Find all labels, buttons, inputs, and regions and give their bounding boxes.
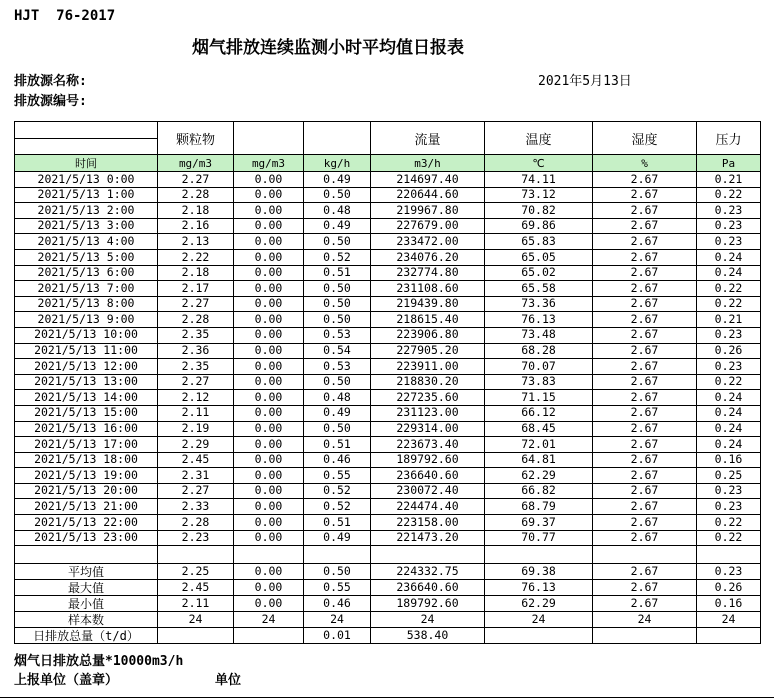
value-cell: 2.27 bbox=[158, 374, 234, 390]
value-cell: 73.36 bbox=[485, 296, 593, 312]
time-cell: 2021/5/13 21:00 bbox=[15, 499, 158, 515]
time-cell: 2021/5/13 14:00 bbox=[15, 390, 158, 406]
value-cell: 214697.40 bbox=[371, 172, 485, 188]
summary-value: 2.67 bbox=[593, 580, 697, 596]
value-cell: 2.33 bbox=[158, 499, 234, 515]
summary-value: 0.00 bbox=[234, 596, 304, 612]
spacer-row bbox=[15, 546, 761, 564]
value-cell: 0.48 bbox=[304, 203, 371, 219]
time-cell: 2021/5/13 4:00 bbox=[15, 234, 158, 250]
value-cell: 68.45 bbox=[485, 421, 593, 437]
value-cell: 0.51 bbox=[304, 515, 371, 531]
value-cell: 0.00 bbox=[234, 515, 304, 531]
summary-value: 2.67 bbox=[593, 596, 697, 612]
value-cell: 0.23 bbox=[697, 483, 761, 499]
time-label: 时间 bbox=[15, 155, 158, 172]
value-cell: 0.00 bbox=[234, 483, 304, 499]
monitoring-table bbox=[14, 121, 761, 644]
summary-value bbox=[697, 628, 761, 644]
value-cell: 219439.80 bbox=[371, 296, 485, 312]
summary-value: 2.11 bbox=[158, 596, 234, 612]
value-cell: 2.12 bbox=[158, 390, 234, 406]
value-cell: 2.67 bbox=[593, 312, 697, 328]
value-cell: 2.67 bbox=[593, 187, 697, 203]
value-cell: 2.67 bbox=[593, 390, 697, 406]
value-cell: 66.82 bbox=[485, 483, 593, 499]
value-cell: 68.79 bbox=[485, 499, 593, 515]
value-cell: 0.00 bbox=[234, 452, 304, 468]
value-cell: 0.55 bbox=[304, 468, 371, 484]
value-cell: 2.28 bbox=[158, 515, 234, 531]
unit-percent: % bbox=[593, 155, 697, 172]
value-cell: 0.22 bbox=[697, 296, 761, 312]
value-cell: 2.67 bbox=[593, 218, 697, 234]
group-header-row bbox=[15, 122, 761, 155]
value-cell: 2.67 bbox=[593, 234, 697, 250]
time-cell: 2021/5/13 2:00 bbox=[15, 203, 158, 219]
value-cell: 0.23 bbox=[697, 203, 761, 219]
value-cell: 0.00 bbox=[234, 468, 304, 484]
table-row bbox=[15, 281, 761, 297]
value-cell: 2.18 bbox=[158, 265, 234, 281]
report-unit-label: 上报单位（盖章） bbox=[14, 673, 119, 688]
value-cell: 2.67 bbox=[593, 249, 697, 265]
value-cell: 0.23 bbox=[697, 359, 761, 375]
value-cell: 0.50 bbox=[304, 312, 371, 328]
time-header-divider bbox=[15, 122, 157, 139]
value-cell: 227679.00 bbox=[371, 218, 485, 234]
value-cell: 2.31 bbox=[158, 468, 234, 484]
value-cell: 2.67 bbox=[593, 468, 697, 484]
unit-pa: Pa bbox=[697, 155, 761, 172]
value-cell: 0.24 bbox=[697, 437, 761, 453]
table-row bbox=[15, 530, 761, 546]
value-cell: 2.45 bbox=[158, 452, 234, 468]
value-cell: 65.83 bbox=[485, 234, 593, 250]
value-cell: 0.49 bbox=[304, 172, 371, 188]
value-cell: 2.17 bbox=[158, 281, 234, 297]
value-cell: 0.23 bbox=[697, 218, 761, 234]
value-cell: 231108.60 bbox=[371, 281, 485, 297]
time-cell: 2021/5/13 10:00 bbox=[15, 327, 158, 343]
value-cell: 0.52 bbox=[304, 499, 371, 515]
empty-cell bbox=[234, 546, 304, 564]
value-cell: 2.13 bbox=[158, 234, 234, 250]
unit-mgm3-1: mg/m3 bbox=[158, 155, 234, 172]
unit-kgh: kg/h bbox=[304, 155, 371, 172]
summary-value: 24 bbox=[593, 612, 697, 628]
value-cell: 73.12 bbox=[485, 187, 593, 203]
summary-value: 236640.60 bbox=[371, 580, 485, 596]
value-cell: 0.24 bbox=[697, 405, 761, 421]
summary-value: 0.00 bbox=[234, 580, 304, 596]
value-cell: 0.23 bbox=[697, 327, 761, 343]
summary-value bbox=[234, 628, 304, 644]
value-cell: 71.15 bbox=[485, 390, 593, 406]
time-cell: 2021/5/13 13:00 bbox=[15, 374, 158, 390]
source-code-label: 排放源编号: bbox=[14, 94, 87, 109]
value-cell: 224474.40 bbox=[371, 499, 485, 515]
value-cell: 2.29 bbox=[158, 437, 234, 453]
table-row bbox=[15, 249, 761, 265]
value-cell: 2.22 bbox=[158, 249, 234, 265]
value-cell: 65.02 bbox=[485, 265, 593, 281]
value-cell: 2.67 bbox=[593, 437, 697, 453]
value-cell: 0.00 bbox=[234, 343, 304, 359]
table-row bbox=[15, 374, 761, 390]
summary-row bbox=[15, 596, 761, 612]
table-row bbox=[15, 390, 761, 406]
value-cell: 2.67 bbox=[593, 203, 697, 219]
summary-row bbox=[15, 564, 761, 580]
value-cell: 0.48 bbox=[304, 390, 371, 406]
value-cell: 73.48 bbox=[485, 327, 593, 343]
summary-value bbox=[593, 628, 697, 644]
summary-value: 24 bbox=[304, 612, 371, 628]
value-cell: 0.16 bbox=[697, 452, 761, 468]
value-cell: 0.00 bbox=[234, 172, 304, 188]
table-row bbox=[15, 234, 761, 250]
value-cell: 0.21 bbox=[697, 312, 761, 328]
value-cell: 0.00 bbox=[234, 405, 304, 421]
value-cell: 0.52 bbox=[304, 249, 371, 265]
summary-row bbox=[15, 612, 761, 628]
time-cell: 2021/5/13 23:00 bbox=[15, 530, 158, 546]
value-cell: 0.22 bbox=[697, 530, 761, 546]
table-row bbox=[15, 421, 761, 437]
value-cell: 2.28 bbox=[158, 187, 234, 203]
time-cell: 2021/5/13 22:00 bbox=[15, 515, 158, 531]
summary-value: 0.23 bbox=[697, 564, 761, 580]
table-row bbox=[15, 483, 761, 499]
value-cell: 0.00 bbox=[234, 421, 304, 437]
table-row bbox=[15, 499, 761, 515]
summary-label: 样本数 bbox=[15, 612, 158, 628]
value-cell: 232774.80 bbox=[371, 265, 485, 281]
value-cell: 76.13 bbox=[485, 312, 593, 328]
summary-value: 24 bbox=[485, 612, 593, 628]
summary-label: 平均值 bbox=[15, 564, 158, 580]
column-header-humidity: 湿度 bbox=[593, 122, 697, 155]
value-cell: 0.50 bbox=[304, 187, 371, 203]
time-cell: 2021/5/13 3:00 bbox=[15, 218, 158, 234]
value-cell: 2.67 bbox=[593, 499, 697, 515]
time-header-cell bbox=[15, 122, 158, 155]
value-cell: 218830.20 bbox=[371, 374, 485, 390]
summary-value: 24 bbox=[371, 612, 485, 628]
table-row bbox=[15, 468, 761, 484]
summary-value: 62.29 bbox=[485, 596, 593, 612]
table-row bbox=[15, 265, 761, 281]
value-cell: 223158.00 bbox=[371, 515, 485, 531]
table-row bbox=[15, 203, 761, 219]
value-cell: 2.67 bbox=[593, 359, 697, 375]
value-cell: 65.58 bbox=[485, 281, 593, 297]
empty-cell bbox=[593, 546, 697, 564]
value-cell: 0.50 bbox=[304, 281, 371, 297]
value-cell: 0.46 bbox=[304, 452, 371, 468]
summary-value: 0.55 bbox=[304, 580, 371, 596]
value-cell: 2.67 bbox=[593, 172, 697, 188]
value-cell: 0.50 bbox=[304, 234, 371, 250]
summary-value: 2.25 bbox=[158, 564, 234, 580]
empty-cell bbox=[304, 546, 371, 564]
summary-value: 24 bbox=[697, 612, 761, 628]
summary-value: 0.26 bbox=[697, 580, 761, 596]
value-cell: 2.67 bbox=[593, 483, 697, 499]
value-cell: 0.00 bbox=[234, 374, 304, 390]
time-cell: 2021/5/13 0:00 bbox=[15, 172, 158, 188]
bottom-rule bbox=[0, 697, 774, 698]
footer-note: 烟气日排放总量*10000m3/h bbox=[14, 654, 184, 669]
value-cell: 0.24 bbox=[697, 249, 761, 265]
time-cell: 2021/5/13 5:00 bbox=[15, 249, 158, 265]
value-cell: 0.00 bbox=[234, 203, 304, 219]
value-cell: 0.22 bbox=[697, 515, 761, 531]
table-row bbox=[15, 187, 761, 203]
value-cell: 2.67 bbox=[593, 296, 697, 312]
value-cell: 221473.20 bbox=[371, 530, 485, 546]
value-cell: 229314.00 bbox=[371, 421, 485, 437]
value-cell: 0.49 bbox=[304, 218, 371, 234]
value-cell: 2.16 bbox=[158, 218, 234, 234]
value-cell: 0.23 bbox=[697, 234, 761, 250]
value-cell: 0.26 bbox=[697, 343, 761, 359]
table-row bbox=[15, 343, 761, 359]
value-cell: 2.27 bbox=[158, 172, 234, 188]
value-cell: 2.67 bbox=[593, 374, 697, 390]
value-cell: 0.00 bbox=[234, 437, 304, 453]
value-cell: 231123.00 bbox=[371, 405, 485, 421]
summary-value: 0.50 bbox=[304, 564, 371, 580]
summary-value: 2.67 bbox=[593, 564, 697, 580]
empty-cell bbox=[371, 546, 485, 564]
value-cell: 0.00 bbox=[234, 327, 304, 343]
summary-value: 2.45 bbox=[158, 580, 234, 596]
table-row bbox=[15, 327, 761, 343]
value-cell: 0.54 bbox=[304, 343, 371, 359]
value-cell: 0.00 bbox=[234, 390, 304, 406]
value-cell: 0.50 bbox=[304, 421, 371, 437]
value-cell: 0.00 bbox=[234, 234, 304, 250]
value-cell: 236640.60 bbox=[371, 468, 485, 484]
column-header-empty-1 bbox=[234, 122, 304, 155]
value-cell: 0.00 bbox=[234, 265, 304, 281]
value-cell: 0.00 bbox=[234, 530, 304, 546]
value-cell: 0.50 bbox=[304, 296, 371, 312]
summary-label: 最小值 bbox=[15, 596, 158, 612]
summary-value: 24 bbox=[158, 612, 234, 628]
value-cell: 70.77 bbox=[485, 530, 593, 546]
page-title: 烟气排放连续监测小时平均值日报表 bbox=[192, 38, 464, 58]
value-cell: 0.00 bbox=[234, 296, 304, 312]
summary-value: 538.40 bbox=[371, 628, 485, 644]
value-cell: 0.49 bbox=[304, 530, 371, 546]
value-cell: 72.01 bbox=[485, 437, 593, 453]
value-cell: 0.00 bbox=[234, 187, 304, 203]
column-header-temperature: 温度 bbox=[485, 122, 593, 155]
empty-cell bbox=[697, 546, 761, 564]
column-header-particulate: 颗粒物 bbox=[158, 122, 234, 155]
value-cell: 0.22 bbox=[697, 374, 761, 390]
value-cell: 65.05 bbox=[485, 249, 593, 265]
value-cell: 2.27 bbox=[158, 296, 234, 312]
value-cell: 0.24 bbox=[697, 390, 761, 406]
table-row bbox=[15, 312, 761, 328]
value-cell: 0.52 bbox=[304, 483, 371, 499]
column-header-empty-2 bbox=[304, 122, 371, 155]
value-cell: 0.51 bbox=[304, 265, 371, 281]
value-cell: 227905.20 bbox=[371, 343, 485, 359]
value-cell: 73.83 bbox=[485, 374, 593, 390]
summary-value bbox=[158, 628, 234, 644]
summary-value: 224332.75 bbox=[371, 564, 485, 580]
unit-celsius: ℃ bbox=[485, 155, 593, 172]
value-cell: 2.27 bbox=[158, 483, 234, 499]
value-cell: 2.67 bbox=[593, 421, 697, 437]
value-cell: 230072.40 bbox=[371, 483, 485, 499]
time-cell: 2021/5/13 8:00 bbox=[15, 296, 158, 312]
table-row bbox=[15, 359, 761, 375]
value-cell: 2.35 bbox=[158, 327, 234, 343]
value-cell: 0.00 bbox=[234, 312, 304, 328]
value-cell: 2.19 bbox=[158, 421, 234, 437]
value-cell: 0.00 bbox=[234, 218, 304, 234]
table-row bbox=[15, 405, 761, 421]
table-row bbox=[15, 296, 761, 312]
value-cell: 2.35 bbox=[158, 359, 234, 375]
time-cell: 2021/5/13 6:00 bbox=[15, 265, 158, 281]
value-cell: 227235.60 bbox=[371, 390, 485, 406]
value-cell: 0.51 bbox=[304, 437, 371, 453]
time-cell: 2021/5/13 12:00 bbox=[15, 359, 158, 375]
value-cell: 220644.60 bbox=[371, 187, 485, 203]
value-cell: 66.12 bbox=[485, 405, 593, 421]
unit-label: 单位 bbox=[215, 673, 242, 688]
value-cell: 0.53 bbox=[304, 327, 371, 343]
standard-number: HJT 76-2017 bbox=[14, 8, 116, 24]
value-cell: 2.23 bbox=[158, 530, 234, 546]
units-header-row bbox=[15, 155, 761, 172]
value-cell: 0.22 bbox=[697, 187, 761, 203]
table-row bbox=[15, 172, 761, 188]
value-cell: 189792.60 bbox=[371, 452, 485, 468]
value-cell: 0.00 bbox=[234, 499, 304, 515]
empty-cell bbox=[158, 546, 234, 564]
column-header-flow: 流量 bbox=[371, 122, 485, 155]
value-cell: 0.00 bbox=[234, 281, 304, 297]
summary-value bbox=[485, 628, 593, 644]
time-cell: 2021/5/13 18:00 bbox=[15, 452, 158, 468]
value-cell: 2.67 bbox=[593, 265, 697, 281]
value-cell: 0.49 bbox=[304, 405, 371, 421]
summary-value: 0.46 bbox=[304, 596, 371, 612]
value-cell: 70.07 bbox=[485, 359, 593, 375]
unit-mgm3-2: mg/m3 bbox=[234, 155, 304, 172]
value-cell: 0.25 bbox=[697, 468, 761, 484]
time-cell: 2021/5/13 7:00 bbox=[15, 281, 158, 297]
value-cell: 74.11 bbox=[485, 172, 593, 188]
summary-value: 0.16 bbox=[697, 596, 761, 612]
value-cell: 2.67 bbox=[593, 281, 697, 297]
value-cell: 219967.80 bbox=[371, 203, 485, 219]
value-cell: 0.21 bbox=[697, 172, 761, 188]
value-cell: 223673.40 bbox=[371, 437, 485, 453]
value-cell: 70.82 bbox=[485, 203, 593, 219]
time-cell: 2021/5/13 1:00 bbox=[15, 187, 158, 203]
column-header-pressure: 压力 bbox=[697, 122, 761, 155]
value-cell: 2.67 bbox=[593, 343, 697, 359]
value-cell: 0.22 bbox=[697, 281, 761, 297]
value-cell: 2.67 bbox=[593, 452, 697, 468]
source-name-label: 排放源名称: bbox=[14, 74, 87, 89]
unit-m3h: m3/h bbox=[371, 155, 485, 172]
table-row bbox=[15, 218, 761, 234]
value-cell: 2.67 bbox=[593, 515, 697, 531]
value-cell: 64.81 bbox=[485, 452, 593, 468]
value-cell: 0.00 bbox=[234, 249, 304, 265]
value-cell: 218615.40 bbox=[371, 312, 485, 328]
value-cell: 2.67 bbox=[593, 327, 697, 343]
value-cell: 234076.20 bbox=[371, 249, 485, 265]
value-cell: 0.24 bbox=[697, 421, 761, 437]
time-cell: 2021/5/13 15:00 bbox=[15, 405, 158, 421]
table-row bbox=[15, 515, 761, 531]
value-cell: 223911.00 bbox=[371, 359, 485, 375]
value-cell: 0.50 bbox=[304, 374, 371, 390]
value-cell: 62.29 bbox=[485, 468, 593, 484]
value-cell: 2.67 bbox=[593, 405, 697, 421]
summary-value: 24 bbox=[234, 612, 304, 628]
empty-cell bbox=[485, 546, 593, 564]
value-cell: 223906.80 bbox=[371, 327, 485, 343]
summary-label: 最大值 bbox=[15, 580, 158, 596]
time-cell: 2021/5/13 11:00 bbox=[15, 343, 158, 359]
time-cell: 2021/5/13 20:00 bbox=[15, 483, 158, 499]
value-cell: 0.00 bbox=[234, 359, 304, 375]
value-cell: 0.24 bbox=[697, 265, 761, 281]
time-cell: 2021/5/13 17:00 bbox=[15, 437, 158, 453]
time-cell: 2021/5/13 19:00 bbox=[15, 468, 158, 484]
time-cell: 2021/5/13 16:00 bbox=[15, 421, 158, 437]
value-cell: 2.67 bbox=[593, 530, 697, 546]
summary-value: 189792.60 bbox=[371, 596, 485, 612]
value-cell: 69.86 bbox=[485, 218, 593, 234]
empty-cell bbox=[15, 546, 158, 564]
report-date: 2021年5月13日 bbox=[538, 74, 632, 89]
table-row bbox=[15, 437, 761, 453]
value-cell: 69.37 bbox=[485, 515, 593, 531]
value-cell: 2.11 bbox=[158, 405, 234, 421]
value-cell: 0.23 bbox=[697, 499, 761, 515]
summary-label: 日排放总量（t/d） bbox=[15, 628, 158, 644]
summary-value: 69.38 bbox=[485, 564, 593, 580]
summary-value: 0.01 bbox=[304, 628, 371, 644]
value-cell: 2.28 bbox=[158, 312, 234, 328]
value-cell: 2.36 bbox=[158, 343, 234, 359]
value-cell: 68.28 bbox=[485, 343, 593, 359]
summary-value: 0.00 bbox=[234, 564, 304, 580]
table-row bbox=[15, 452, 761, 468]
summary-value: 76.13 bbox=[485, 580, 593, 596]
summary-row bbox=[15, 628, 761, 644]
value-cell: 233472.00 bbox=[371, 234, 485, 250]
value-cell: 2.18 bbox=[158, 203, 234, 219]
summary-row bbox=[15, 580, 761, 596]
value-cell: 0.53 bbox=[304, 359, 371, 375]
time-cell: 2021/5/13 9:00 bbox=[15, 312, 158, 328]
